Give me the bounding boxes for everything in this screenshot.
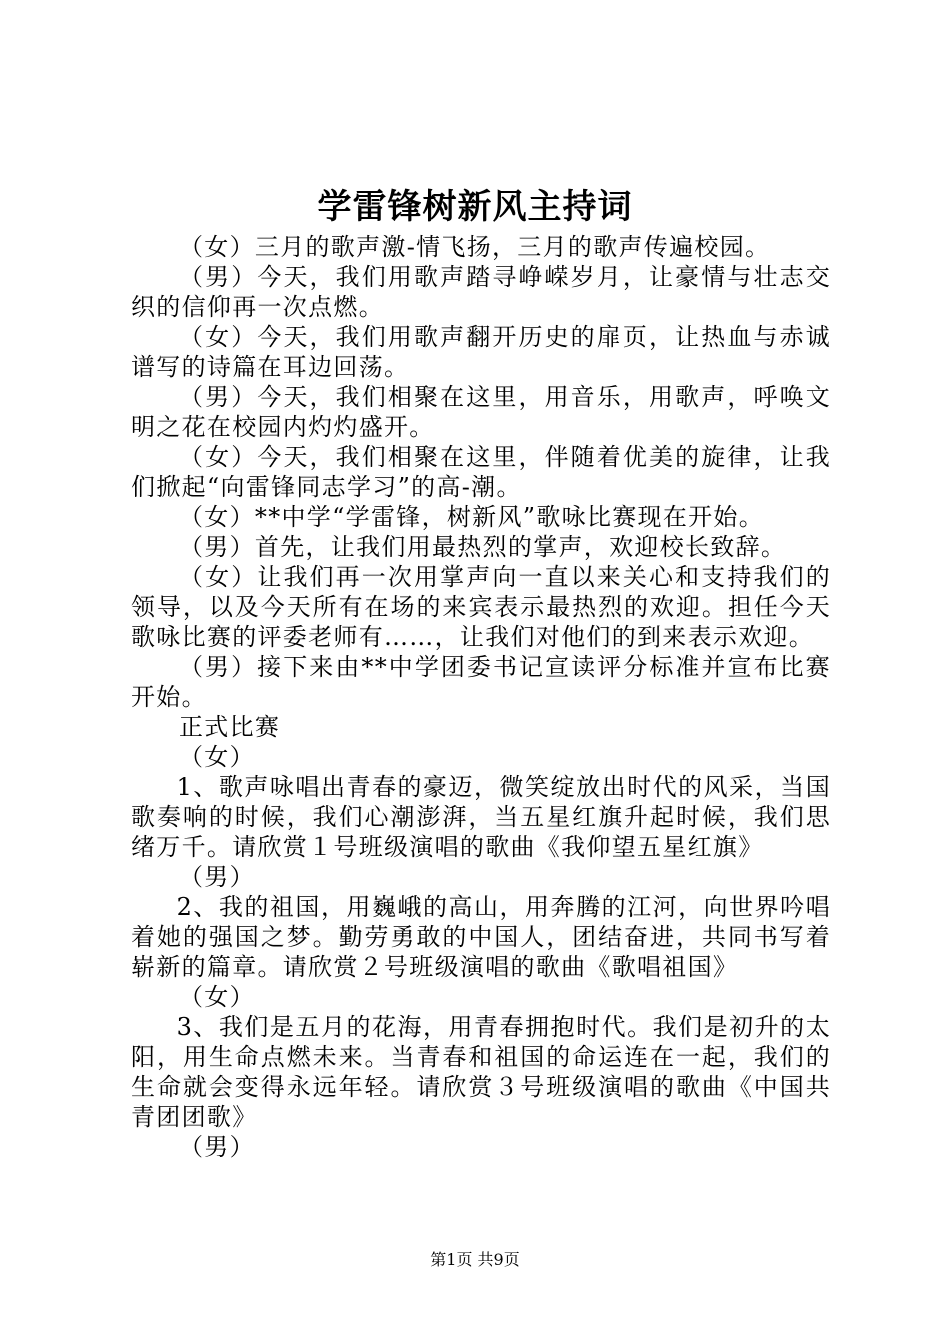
paragraph: （女）今天，我们相聚在这里，伴随着优美的旋律，让我们掀起“向雷锋同志学习”的高-潮。 [131,443,831,501]
page-footer: 第1页 共9页 [430,1250,520,1269]
paragraph: （男）今天，我们相聚在这里，用音乐，用歌声，呼唤文明之花在校园内灼灼盛开。 [131,383,831,441]
paragraph: （女）三月的歌声激-情飞扬，三月的歌声传遍校园。 [179,233,771,261]
document-body [131,232,831,1162]
speaker-label: （男） [179,1133,255,1161]
competition-item: 3、我们是五月的花海，用青春拥抱时代。我们是初升的太阳，用生命点燃未来。当青春和祖国的命运连在一起，我们的生命就会变得永远年轻。请欣赏３号班级演唱的歌曲《中国共青团团歌》 [131,1013,831,1131]
speaker-label: （女） [179,743,255,771]
paragraph: （女）今天，我们用歌声翻开历史的扉页，让热血与赤诚谱写的诗篇在耳边回荡。 [131,323,831,381]
speaker-label: （男） [179,863,255,891]
paragraph: （男）首先，让我们用最热烈的掌声，欢迎校长致辞。 [179,533,787,561]
competition-item: 1、歌声咏唱出青春的豪迈，微笑绽放出时代的风采，当国歌奏响的时候，我们心潮澎湃，当五星红旗升起时候，我们思绪万千。请欣赏１号班级演唱的歌曲《我仰望五星红旗》 [131,773,831,861]
speaker-label: （女） [179,983,255,1011]
competition-item: 2、我的祖国，用巍峨的高山，用奔腾的江河，向世界吟唱着她的强国之梦。勤劳勇敢的中国人，团结奋进，共同书写着崭新的篇章。请欣赏２号班级演唱的歌曲《歌唱祖国》 [131,893,831,981]
paragraph: （男）接下来由**中学团委书记宣读评分标准并宣布比赛开始。 [131,653,831,711]
section-heading: 正式比赛 [179,713,281,741]
document-title: 学雷锋树新风主持词 [317,187,633,227]
paragraph: （女）让我们再一次用掌声向一直以来关心和支持我们的领导，以及今天所有在场的来宾表示最热烈的欢迎。担任今天歌咏比赛的评委老师有……，让我们对他们的到来表示欢迎。 [131,563,831,651]
paragraph: （女）**中学“学雷锋，树新风”歌咏比赛现在开始。 [179,503,765,531]
paragraph: （男）今天，我们用歌声踏寻峥嵘岁月，让豪情与壮志交织的信仰再一次点燃。 [131,263,831,321]
